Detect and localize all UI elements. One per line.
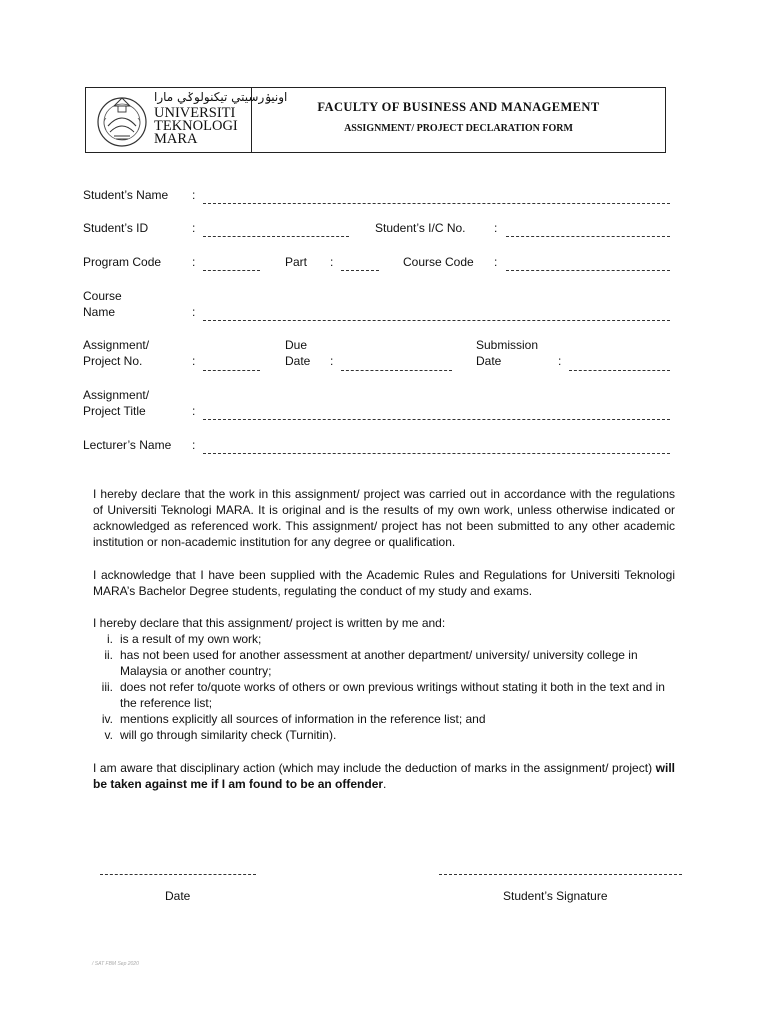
list-item-text: does not refer to/quote works of others or own previous writings without stating it both in the text and in the reference list; [120,680,665,710]
colon: : [494,255,498,269]
part-label: Part [285,255,308,269]
colon: : [192,438,196,452]
submission-date-field[interactable] [569,370,670,371]
assignment-title-field[interactable] [203,419,670,420]
assignment-no-field[interactable] [203,370,260,371]
student-name-field[interactable] [203,203,670,204]
declaration-intro: I hereby declare that this assignment/ project is written by me and: [93,616,446,630]
due-date-label-line1: Due [285,338,308,352]
colon: : [192,354,196,368]
student-name-label: Student’s Name [83,188,169,202]
list-item-text: mentions explicitly all sources of information in the reference list; and [120,712,486,726]
list-item [93,631,675,647]
list-item [93,727,675,743]
date-label: Date [165,889,191,903]
declaration-list [93,631,675,743]
declaration-paragraph-4 [93,760,675,792]
form-title: ASSIGNMENT/ PROJECT DECLARATION FORM [344,123,573,134]
assignment-title-label-line2: Project Title [83,404,146,418]
logo-arabic-text: اونيۏرسيتي تيكنولوݢي مارا [154,90,288,104]
logo-wordmark [154,107,238,146]
declaration-paragraph-4-bold: will be taken against me if I am found to be an offender [93,761,675,791]
submission-date-label-line2: Date [476,354,502,368]
colon: : [330,255,334,269]
footer-note: / SAT FBM Sep 2020 [92,961,139,967]
assignment-no-label-line1: Assignment/ [83,338,150,352]
assignment-no-label [83,337,149,369]
due-date-label-line2: Date [285,354,311,368]
due-date-field[interactable] [341,370,452,371]
declaration-paragraph-2: I acknowledge that I have been supplied with the Academic Rules and Regulations for Universiti Teknologi MARA’s Bachelor Degree students, regulating the conduct of my study and exams. [93,568,675,598]
course-name-label-line1: Course [83,289,122,303]
colon: : [192,404,196,418]
course-code-label: Course Code [403,255,474,269]
logo-line-2: TEKNOLOGI [154,118,238,134]
list-item-number: ii. [104,648,113,662]
student-ic-field[interactable] [506,236,670,237]
student-signature-line[interactable] [439,874,682,875]
list-item-number: i. [107,632,113,646]
colon: : [192,221,196,235]
program-code-label: Program Code [83,255,162,269]
list-item-text: will go through similarity check (Turnitin). [120,728,337,742]
course-name-label-line2: Name [83,305,116,319]
student-ic-label: Student’s I/C No. [375,221,466,235]
faculty-title: FACULTY OF BUSINESS AND MANAGEMENT [317,100,600,114]
colon: : [192,305,196,319]
form-header [85,87,666,153]
assignment-no-label-line2: Project No. [83,354,143,368]
lecturer-name-field[interactable] [203,453,670,454]
submission-date-label-line1: Submission [476,338,539,352]
declaration-paragraph-4-end: . [383,777,387,791]
course-name-label [83,288,122,320]
list-item [93,711,675,727]
colon: : [192,255,196,269]
date-signature-line[interactable] [100,874,256,875]
colon: : [494,221,498,235]
list-item [93,679,675,711]
colon: : [192,188,196,202]
student-signature-label: Student’s Signature [503,889,608,903]
program-code-field[interactable] [203,270,260,271]
lecturer-name-label: Lecturer’s Name [83,438,172,452]
colon: : [330,354,334,368]
student-id-field[interactable] [203,236,349,237]
list-item-number: v. [104,728,113,742]
uitm-logo [86,88,288,152]
course-code-field[interactable] [506,270,670,271]
assignment-title-label-line1: Assignment/ [83,388,150,402]
student-id-label: Student’s ID [83,221,149,235]
list-item-number: iv. [101,712,113,726]
list-item-number: iii. [101,680,113,694]
list-item [93,647,675,679]
declaration-paragraph-4-text: I am aware that disciplinary action (which may include the deduction of marks in the assignment/ project) [93,761,656,775]
logo-line-1: UNIVERSITI [154,105,236,121]
assignment-title-label [83,387,149,419]
declaration-paragraph-1: I hereby declare that the work in this assignment/ project was carried out in accordance with the regulations of Universiti Teknologi MARA. It is original and is the results of my own work, unless otherwise indicated or acknowledged as referenced work. This assignment/ project has not been submitted to any other academic institution or non-academic institution for any degree or qualification. [93,487,675,549]
course-name-field[interactable] [203,320,670,321]
colon: : [558,354,562,368]
list-item-text: has not been used for another assessment at another department/ university/ university college in Malaysia or another country; [120,648,638,678]
list-item-text: is a result of my own work; [120,632,262,646]
due-date-label [285,337,310,369]
part-field[interactable] [341,270,379,271]
logo-line-3: MARA [154,131,198,147]
uitm-crest-icon [94,92,150,148]
submission-date-label [476,337,538,369]
